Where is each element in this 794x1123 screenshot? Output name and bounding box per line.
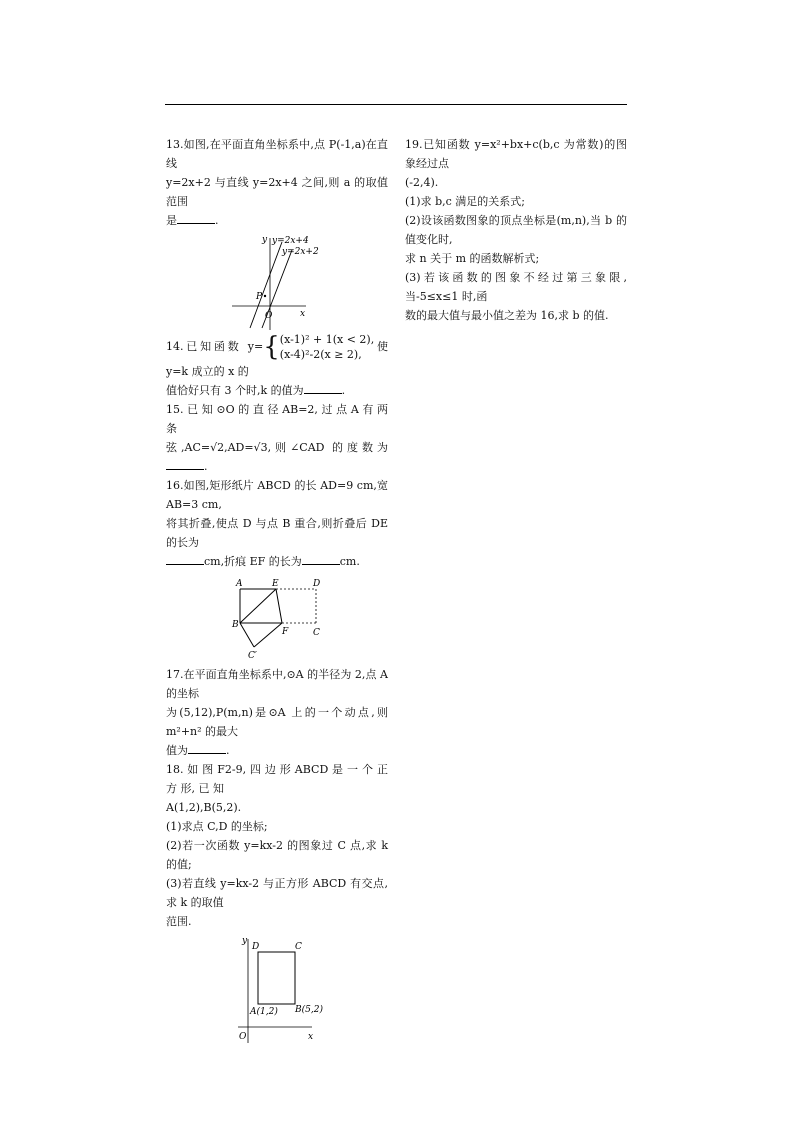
q14-prefix: 14.已知函数 y=: [166, 340, 264, 353]
q16-diagram: [232, 577, 332, 659]
q13-label-x: x: [300, 309, 306, 319]
q13-label-line2: y=2x+2: [282, 247, 319, 257]
q15-line2-suffix: .: [204, 460, 208, 473]
q16-label-d: D: [313, 579, 321, 589]
q13-line2: y=2x+2 与直线 y=2x+4 之间,则 a 的取值范围: [166, 176, 388, 208]
q19-line2: (-2,4).: [405, 176, 439, 189]
q15-line2-prefix: 弦,AC=√2,AD=√3,则∠CAD 的度数为: [166, 441, 388, 454]
q18-part3a: (3)若直线 y=kx-2 与正方形 ABCD 有交点,求 k 的取值: [166, 877, 388, 909]
q16-label-c: C: [313, 628, 320, 638]
q18-square: [258, 952, 295, 1004]
question-18: [166, 760, 388, 1045]
q16-line2: 将其折叠,使点 D 与点 B 重合,则折叠后 DE 的长为: [166, 517, 388, 549]
q14-line2: [166, 381, 388, 400]
q19-part1: (1)求 b,c 满足的关系式;: [405, 195, 525, 208]
q16-line3-suffix: cm.: [339, 555, 360, 568]
q16-line3-mid: cm,折痕 EF 的长为: [204, 555, 302, 568]
question-17: [166, 665, 388, 760]
q16-label-b: B: [232, 620, 239, 630]
q18-label-a: A(1,2): [250, 1007, 278, 1017]
q18-part2: (2)若一次函数 y=kx-2 的图象过 C 点,求 k 的值;: [166, 839, 388, 871]
q18-label-y: y: [242, 936, 248, 946]
q17-line3-prefix: 值为: [166, 744, 188, 757]
left-column: [166, 135, 388, 1045]
q13-label-y: y: [262, 235, 268, 245]
question-19: [405, 135, 627, 325]
q19-part3b: 数的最大值与最小值之差为 16,求 b 的值.: [405, 309, 609, 322]
q19-part3a: (3)若该函数的图象不经过第三象限,当-5≤x≤1 时,函: [405, 271, 627, 303]
q18-figure: [236, 935, 388, 1045]
q19-line1: 19.已知函数 y=x²+bx+c(b,c 为常数)的图象经过点: [405, 138, 627, 170]
q17-line2: 为(5,12),P(m,n)是⊙A 上的一个动点,则 m²+n² 的最大: [166, 706, 388, 738]
q16-fold-ef: [276, 589, 282, 623]
header-rule: [165, 104, 627, 105]
q13-line3-suffix: .: [215, 214, 219, 227]
q14-brace: {: [263, 332, 280, 362]
q15-line2: [166, 438, 388, 476]
q13-figure: [232, 234, 388, 330]
q13-line3: [166, 211, 388, 230]
q18-label-d: D: [252, 942, 260, 952]
q14-line1: [166, 332, 388, 381]
q16-label-c-prime: C′: [248, 651, 257, 661]
q17-answer-blank[interactable]: [188, 742, 226, 754]
q16-line3: [166, 552, 388, 571]
q18-label-c: C: [295, 942, 302, 952]
q14-case1: (x-1)² + 1(x < 2),: [279, 333, 375, 346]
q16-label-a: A: [236, 579, 243, 589]
q18-part3b: 范围.: [166, 915, 192, 928]
q13-graph: [232, 234, 319, 330]
q14-suffix: 使 y=k 成立的 x 的: [166, 340, 389, 378]
q17-line3: [166, 741, 388, 760]
q16-answer-blank-2[interactable]: [302, 553, 340, 565]
question-14: [166, 332, 388, 400]
q16-edge-be: [240, 589, 276, 623]
q14-answer-blank[interactable]: [304, 382, 342, 394]
q15-line1: 15. 已 知 ⊙O 的 直 径 AB=2, 过 点 A 有 两 条: [166, 403, 388, 435]
right-column: [405, 135, 627, 325]
q17-line1: 17.在平面直角坐标系中,⊙A 的半径为 2,点 A 的坐标: [166, 668, 388, 700]
q14-piecewise: [280, 332, 374, 362]
q13-label-line1: y=2x+4: [272, 236, 309, 246]
q16-edge-c-prime-f: [254, 623, 282, 647]
q16-edge-bc-prime: [240, 623, 254, 647]
q19-part2b: 求 n 关于 m 的函数解析式;: [405, 252, 540, 265]
q13-point-p: [264, 295, 266, 297]
q18-line1: 18. 如 图 F2-9, 四 边 形 ABCD 是 一 个 正 方 形, 已 知: [166, 763, 388, 795]
q13-line3-prefix: 是: [166, 214, 177, 227]
q14-case2: (x-4)²-2(x ≥ 2),: [279, 348, 362, 361]
q16-figure: [232, 577, 388, 659]
q14-line2-suffix: .: [341, 384, 346, 397]
q13-label-p: P: [256, 292, 263, 302]
q13-line1: 13.如图,在平面直角坐标系中,点 P(-1,a)在直线: [166, 138, 388, 170]
q13-answer-blank[interactable]: [177, 212, 215, 224]
q18-label-b: B(5,2): [295, 1005, 323, 1015]
q18-graph: [236, 935, 336, 1045]
q13-label-o: O: [265, 311, 273, 321]
q18-line2: A(1,2),B(5,2).: [166, 801, 242, 814]
q15-answer-blank[interactable]: [166, 458, 204, 470]
q16-label-f: F: [282, 627, 289, 637]
question-16: [166, 476, 388, 659]
question-15: [166, 400, 388, 476]
q16-label-e: E: [272, 579, 279, 589]
q16-answer-blank-1[interactable]: [166, 553, 204, 565]
q18-label-o: O: [239, 1032, 247, 1042]
q16-line1: 16.如图,矩形纸片 ABCD 的长 AD=9 cm,宽 AB=3 cm,: [166, 479, 388, 511]
q18-part1: (1)求点 C,D 的坐标;: [166, 820, 268, 833]
q18-label-x: x: [308, 1032, 314, 1042]
q19-part2a: (2)设该函数图象的顶点坐标是(m,n),当 b 的值变化时,: [405, 214, 627, 246]
q14-line2-prefix: 值恰好只有 3 个时,k 的值为: [166, 384, 304, 397]
question-13: [166, 135, 388, 330]
q17-line3-suffix: .: [226, 744, 230, 757]
